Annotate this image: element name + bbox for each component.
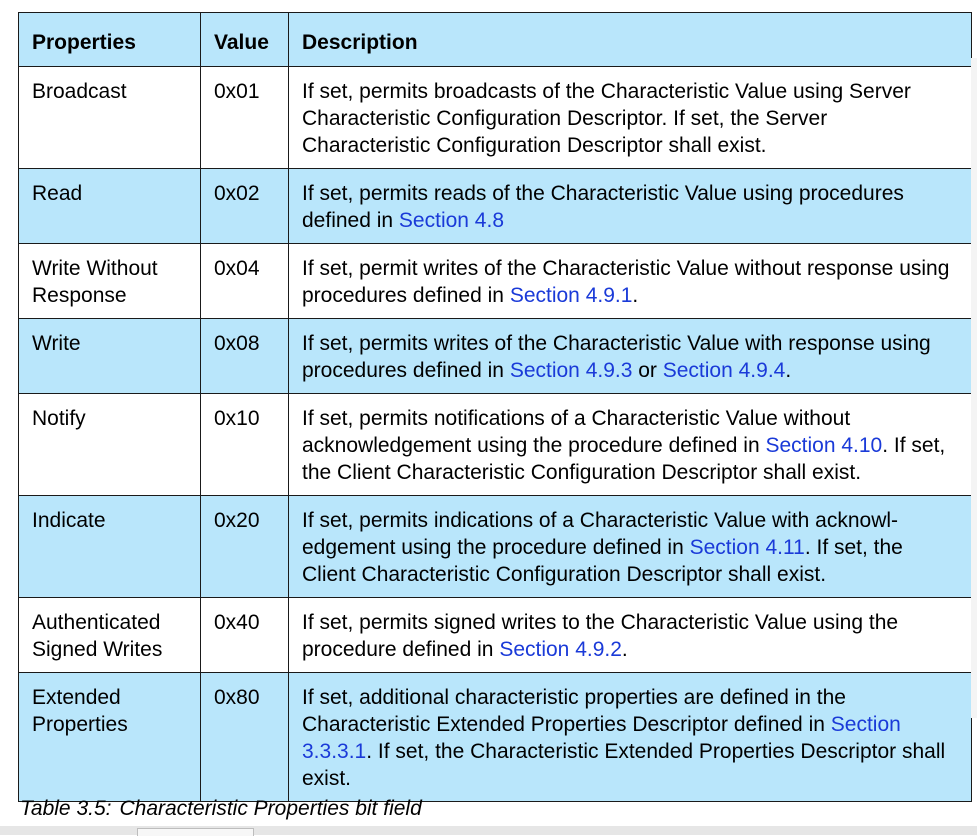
- description-text: If set, permits broadcasts of the Characteristic Value using Server Characteristic Configuration Descriptor. If set, the Server Characteristic Configuration Descriptor shall exist.: [302, 80, 911, 157]
- description-text: If set, permits indications of a Characteristic Value with acknowl-edgement using the procedure defined in: [302, 509, 899, 559]
- value-cell: 0x01: [201, 67, 289, 169]
- section-link[interactable]: Section 4.9.3: [509, 359, 633, 382]
- property-cell: Authenticated Signed Writes: [19, 598, 201, 673]
- description-text: If set, additional characteristic properties are defined in the Characteristic Extended Properties Descriptor defined in: [302, 686, 846, 736]
- section-link[interactable]: Section 3.3.3.1: [302, 713, 901, 763]
- description-text: . If set, the Client Characteristic Configuration Descriptor shall exist.: [302, 434, 946, 484]
- table-row: [19, 673, 972, 802]
- description-text: .: [632, 284, 639, 307]
- table-row: [19, 169, 972, 244]
- section-link[interactable]: Section 4.11: [689, 536, 805, 559]
- table-caption: [20, 797, 422, 821]
- characteristic-properties-table: [18, 12, 972, 802]
- table-row: [19, 394, 972, 496]
- description-text: .: [785, 359, 792, 382]
- value-cell: 0x04: [201, 244, 289, 319]
- caption-number: Table 3.5:: [20, 797, 112, 820]
- property-cell: Write Without Response: [19, 244, 201, 319]
- caption-title: Characteristic Properties bit field: [119, 797, 422, 820]
- header-value: Value: [201, 13, 289, 67]
- header-description: Description: [289, 13, 972, 67]
- description-text: . If set, the Characteristic Extended Properties Descriptor shall exist.: [302, 740, 946, 790]
- description-text: If set, permits writes of the Characteristic Value with response using procedures defined in: [302, 332, 931, 382]
- section-link[interactable]: Section 4.9.4: [662, 359, 786, 382]
- description-text: If set, permits signed writes to the Characteristic Value using the procedure defined in: [302, 611, 899, 661]
- property-cell: Indicate: [19, 496, 201, 598]
- description-cell: [289, 319, 972, 394]
- description-cell: [289, 67, 972, 169]
- value-cell: 0x08: [201, 319, 289, 394]
- description-cell: [289, 394, 972, 496]
- value-cell: 0x40: [201, 598, 289, 673]
- description-text: If set, permit writes of the Characteristic Value without response using procedures defined in: [302, 257, 950, 307]
- description-cell: [289, 496, 972, 598]
- description-text: If set, permits reads of the Characteristic Value using procedures defined in: [302, 182, 904, 232]
- header-properties: Properties: [19, 13, 201, 67]
- value-cell: 0x20: [201, 496, 289, 598]
- table-row: [19, 319, 972, 394]
- property-cell: Write: [19, 319, 201, 394]
- value-cell: 0x10: [201, 394, 289, 496]
- property-cell: Read: [19, 169, 201, 244]
- section-link[interactable]: Section 4.9.1: [509, 284, 633, 307]
- description-text: .: [621, 638, 628, 661]
- description-cell: [289, 169, 972, 244]
- description-cell: [289, 244, 972, 319]
- description-cell: [289, 598, 972, 673]
- description-cell: [289, 673, 972, 802]
- section-link[interactable]: Section 4.9.2: [499, 638, 622, 661]
- table-row: [19, 598, 972, 673]
- table-header-row: [19, 13, 972, 67]
- value-cell: 0x02: [201, 169, 289, 244]
- table-row: [19, 67, 972, 169]
- table-body: [19, 67, 972, 802]
- page-edge: [971, 58, 977, 718]
- table-row: [19, 496, 972, 598]
- property-cell: Notify: [19, 394, 201, 496]
- property-cell: Broadcast: [19, 67, 201, 169]
- description-text: or: [632, 359, 663, 382]
- value-cell: 0x80: [201, 673, 289, 802]
- property-cell: Extended Properties: [19, 673, 201, 802]
- description-text: If set, permits notifications of a Characteristic Value without acknowledgement using the procedure defined in: [302, 407, 851, 457]
- section-link[interactable]: Section 4.10: [765, 434, 883, 457]
- table-row: [19, 244, 972, 319]
- description-text: . If set, the Client Characteristic Configuration Descriptor shall exist.: [302, 536, 903, 586]
- section-link[interactable]: Section 4.8: [398, 209, 504, 232]
